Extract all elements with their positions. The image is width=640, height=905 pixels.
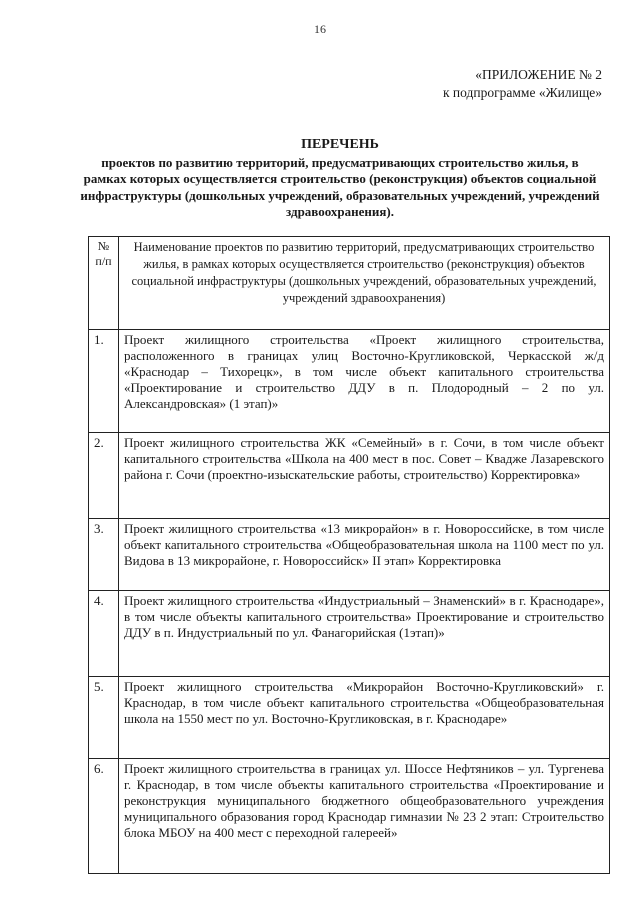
table-row — [89, 759, 610, 874]
row-text-cell: Проект жилищного строительства «Проект жилищного строительства, расположенного в границах улиц Восточно-Кругликовской, Черкасской ж/д «Краснодар – Тихорецк», в том числе объект капитального строительства «Проектирование и строительство ДДУ в п. Плодородный – 2 по ул. Александровская» (1 этап)» — [119, 330, 610, 433]
row-text-cell: Проект жилищного строительства «Микрорайон Восточно-Кругликовский» г. Краснодар, в том числе объект капитального строительства «Общеобразовательная школа на 1550 мест по ул. Восточно-Кругликовская, в г. Краснодаре» — [119, 677, 610, 759]
row-num-cell: 2. — [89, 433, 119, 519]
row-num-cell: 5. — [89, 677, 119, 759]
page-number: 16 — [314, 22, 326, 36]
row-num-cell: 6. — [89, 759, 119, 874]
row-num-cell: 3. — [89, 519, 119, 591]
table-header-row — [89, 237, 610, 330]
table-row — [89, 433, 610, 519]
row-num-cell: 1. — [89, 330, 119, 433]
projects-table — [88, 236, 610, 874]
header-name-cell: Наименование проектов по развитию территорий, предусматривающих строительство жилья, в рамках которых осуществляется строительство (реконструкция) объектов социальной инфраструктуры (дошкольных учреждений, образовательных учреждений, учреждений здравоохранения) — [119, 237, 610, 330]
row-text-cell: Проект жилищного строительства «13 микрорайон» в г. Новороссийске, в том числе объект капитального строительства «Общеобразовательная школа на 1100 мест по ул. Видова в 13 микрорайоне, г. Новороссийск» II этап» Корректировка — [119, 519, 610, 591]
row-text-cell: Проект жилищного строительства в границах ул. Шоссе Нефтяников – ул. Тургенева г. Краснодар, в том числе объекты капитального строительства «Проектирование и реконструкция муниципального бюджетного общеобразовательного учреждения муниципального образования город Краснодар гимназии № 23 2 этап: Строительство блока МБОУ на 400 мест с переходной галереей» — [119, 759, 610, 874]
table-row — [89, 519, 610, 591]
table-row — [89, 677, 610, 759]
row-text-cell: Проект жилищного строительства ЖК «Семейный» в г. Сочи, в том числе объект капитального строительства «Школа на 400 мест в пос. Совет – Квадже Лазаревского района г. Сочи (проектно-изыскательские работы, строительство) Корректировка» — [119, 433, 610, 519]
document-heading — [80, 137, 600, 221]
heading-subtitle: проектов по развитию территорий, предусматривающих строительство жилья, в рамках которых осуществляется строительство (реконструкция) объектов социальной инфраструктуры (дошкольных учреждений, образовательных учреждений, учреждений здравоохранения). — [80, 154, 600, 219]
table-row — [89, 591, 610, 677]
table-row — [89, 330, 610, 433]
appendix-label — [443, 66, 602, 102]
heading-title: ПЕРЕЧЕНЬ — [301, 137, 379, 152]
appendix-line-2: к подпрограмме «Жилище» — [442, 85, 602, 100]
row-text-cell: Проект жилищного строительства «Индустриальный – Знаменский» в г. Краснодаре», в том числе объекты капитального строительства» Проектирование и строительство ДДУ в п. Индустриальный по ул. Фанагорийская (1этап)» — [119, 591, 610, 677]
header-num-cell: № п/п — [89, 237, 119, 330]
appendix-line-1: «ПРИЛОЖЕНИЕ № 2 — [475, 67, 602, 82]
row-num-cell: 4. — [89, 591, 119, 677]
